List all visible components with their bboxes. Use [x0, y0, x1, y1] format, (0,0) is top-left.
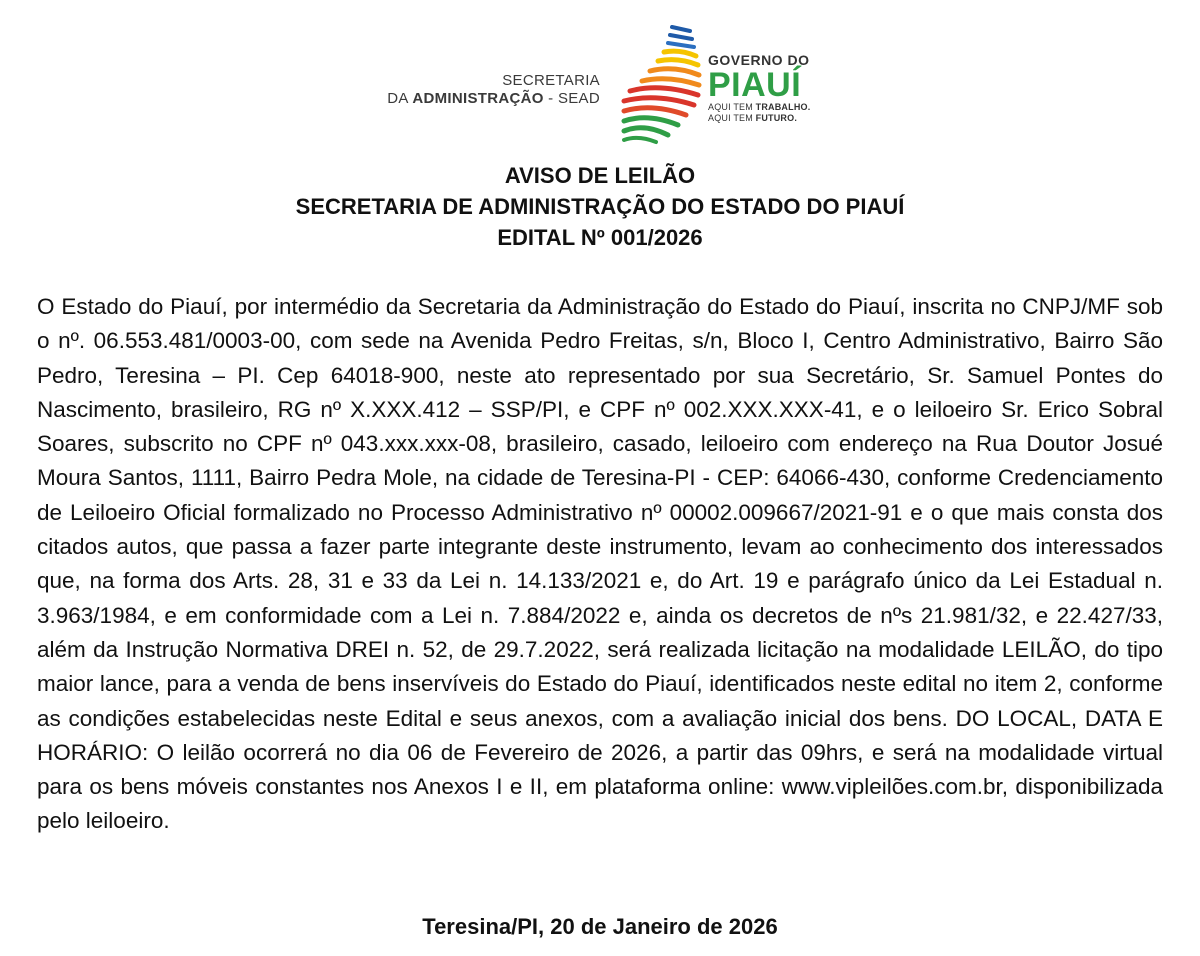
sead-line2-prefix: DA — [387, 90, 413, 107]
sead-line1: SECRETARIA — [502, 72, 600, 89]
slogan-line1-prefix: AQUI TEM — [708, 102, 756, 112]
letterhead — [0, 20, 1200, 150]
slogan-line1 — [708, 102, 848, 113]
sead-line2 — [387, 90, 600, 108]
sead-line2-suffix: - SEAD — [543, 90, 600, 107]
sead-logo-text — [387, 72, 600, 108]
gov-name: PIAUÍ — [708, 66, 802, 104]
slogan-line2-bold: FUTURO. — [755, 113, 798, 123]
signature-line: Teresina/PI, 20 de Janeiro de 2026 — [422, 914, 778, 939]
sead-line2-bold: ADMINISTRAÇÃO — [412, 90, 544, 107]
slogan-line2 — [708, 113, 848, 124]
governo-piaui-logo-text — [708, 52, 848, 124]
title-line2: SECRETARIA DE ADMINISTRAÇÃO DO ESTADO DO PIAUÍ — [295, 194, 905, 219]
title-line1: AVISO DE LEILÃO — [504, 163, 696, 188]
title-line3: EDITAL Nº 001/2026 — [497, 225, 703, 250]
notice-body: O Estado do Piauí, por intermédio da Secretaria da Administração do Estado do Piauí, inscrita no CNPJ/MF sob o nº. 06.553.481/0003-00, com sede na Avenida Pedro Freitas, s/n, Bloco I, Centro Administrativo, Bairro São Pedro, Teresina – PI. Cep 64018-900, neste ato representado por sua Secretário, Sr. Samuel Pontes do Nascimento, brasileiro, RG nº X.XXX.412 – SSP/PI, e CPF nº 002.XXX.XXX-41, e o leiloeiro Sr. Erico Sobral Soares, subscrito no CPF nº 043.xxx.xxx-08, brasileiro, casado, leiloeiro com endereço na Rua Doutor Josué Moura Santos, 1111, Bairro Pedra Mole, na cidade de Teresina-PI - CEP: 64066-430, conforme Credenciamento de Leiloeiro Oficial formalizado no Processo Administrativo nº 00002.009667/2021-91 e o que mais consta dos citados autos, que passa a fazer parte integrante deste instrumento, levam ao conhecimento dos interessados que, na forma dos Arts. 28, 31 e 33 da Lei n. 14.133/2021 e, do Art. 19 e parágrafo único da Lei Estadual n. 3.963/1984, e em conformidade com a Lei n. 7.884/2022 e, ainda os decretos de nºs 21.981/32, e 22.427/33, além da Instrução Normativa DREI n. 52, de 29.7.2022, será realizada licitação na modalidade LEILÃO, do tipo maior lance, para a venda de bens inservíveis do Estado do Piauí, identificados neste edital no item 2, conforme as condições estabelecidas neste Edital e seus anexos, com a avaliação inicial dos bens. DO LOCAL, DATA E HORÁRIO: O leilão ocorrerá no dia 06 de Fevereiro de 2026, a partir das 09hrs, e será na modalidade virtual para os bens móveis constantes nos Anexos I e II, em plataforma online: www.vipleilões.com.br, disponibilizada pelo leiloeiro. — [37, 294, 1163, 834]
gov-line1: GOVERNO DO — [708, 52, 810, 68]
slogan-line1-bold: TRABALHO. — [755, 102, 811, 112]
slogan-line2-prefix: AQUI TEM — [708, 113, 756, 123]
document-titles — [0, 160, 1200, 253]
piaui-state-emblem-icon — [620, 25, 702, 145]
